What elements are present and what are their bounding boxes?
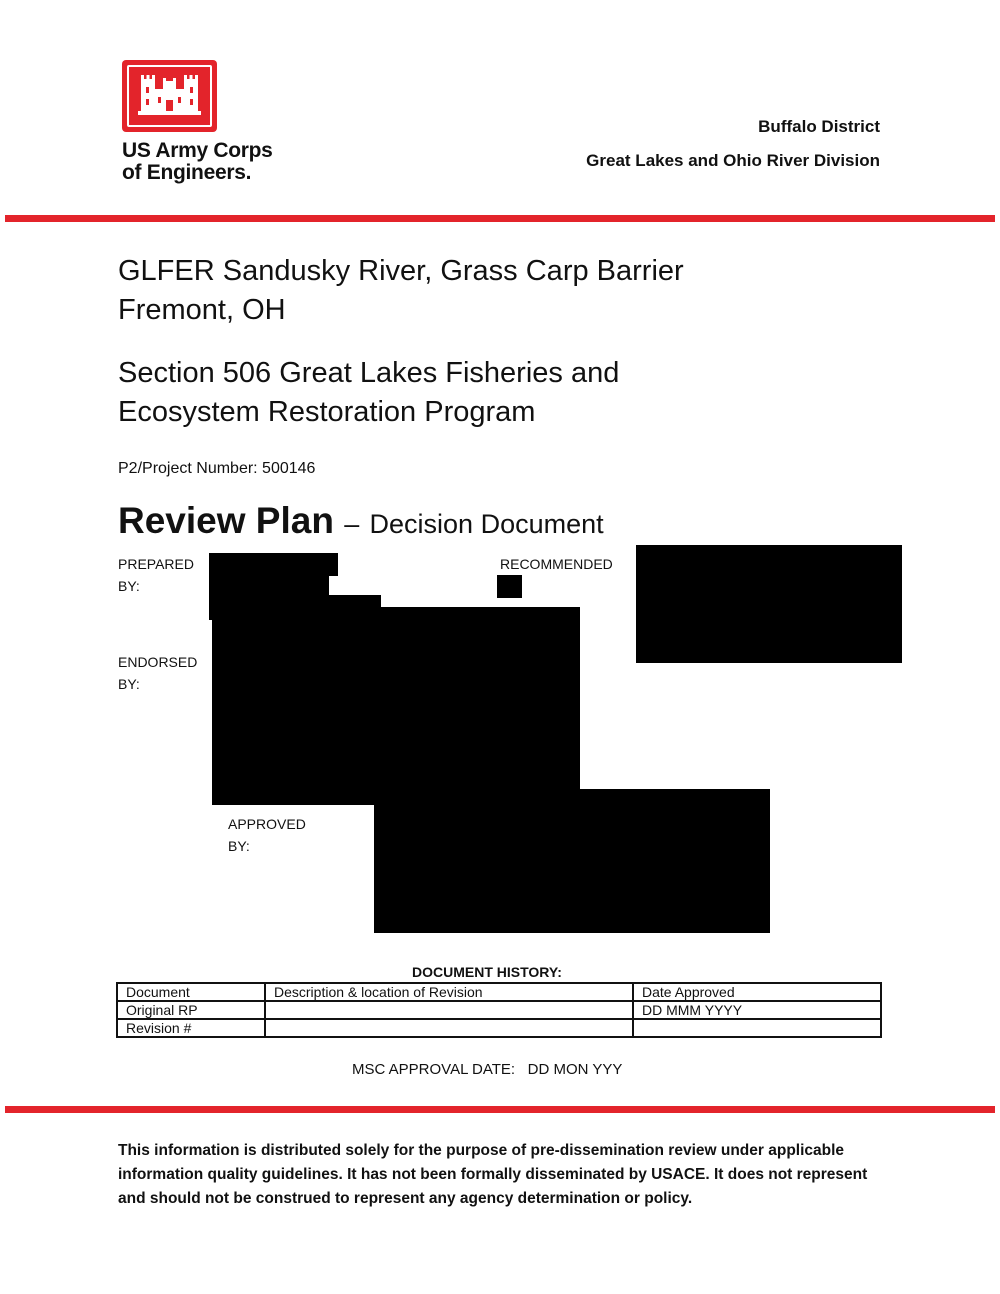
recommended-label: RECOMMENDED [500, 556, 613, 572]
doc-type-label: Review Plan [118, 500, 334, 541]
program-title-line-2: Ecosystem Restoration Program [118, 396, 536, 428]
msc-approval-date [352, 1061, 622, 1078]
table-cell [265, 1001, 633, 1019]
column-header: Description & location of Revision [265, 983, 633, 1001]
top-divider [5, 215, 995, 222]
bottom-divider [5, 1106, 995, 1113]
prepared-by-label [118, 553, 194, 597]
table-cell: DD MMM YYYY [633, 1001, 881, 1019]
endorsed-by-label [118, 651, 197, 695]
table-cell: Revision # [117, 1019, 265, 1037]
approved-label-l2: BY: [228, 838, 250, 854]
table-header-row [117, 983, 881, 1001]
document-type [118, 500, 604, 542]
redaction-block [636, 545, 902, 663]
agency-line-2: of Engineers. [122, 161, 252, 184]
table-cell [265, 1019, 633, 1037]
redaction-block [497, 575, 522, 598]
agency-line-1: US Army Corps [122, 139, 273, 162]
program-title-line-1: Section 506 Great Lakes Fisheries and [118, 357, 620, 389]
document-history-table [116, 982, 882, 1038]
project-title-line-2: Fremont, OH [118, 294, 286, 326]
agency-name [122, 140, 273, 184]
project-title-line-1: GLFER Sandusky River, Grass Carp Barrier [118, 255, 684, 287]
doc-type-dash: – [344, 509, 360, 539]
doc-subtype-label: Decision Document [369, 509, 604, 539]
table-row [117, 1001, 881, 1019]
district-name: Buffalo District [758, 117, 880, 136]
approved-label-l1: APPROVED [228, 816, 306, 832]
endorsed-label-l1: ENDORSED [118, 654, 198, 670]
column-header: Document [117, 983, 265, 1001]
msc-value: DD MON YYY [527, 1061, 623, 1078]
endorsed-label-l2: BY: [118, 676, 140, 692]
project-title [118, 252, 684, 330]
msc-label: MSC APPROVAL DATE: [352, 1061, 516, 1078]
document-history-title: DOCUMENT HISTORY: [412, 964, 562, 980]
disclaimer-text: This information is distributed solely for the purpose of pre-dissemination review under applicable information quality guidelines. It has not been formally disseminated by USACE. It does not represent and should not be construed to represent any agency determination or policy. [118, 1142, 868, 1207]
program-title [118, 354, 619, 432]
prepared-label-l1: PREPARED [118, 556, 194, 572]
approved-by-label [228, 813, 306, 857]
prepared-label-l2: BY: [118, 578, 140, 594]
column-header: Date Approved [633, 983, 881, 1001]
redaction-block [374, 789, 770, 933]
table-row [117, 1019, 881, 1037]
project-number: P2/Project Number: 500146 [118, 460, 316, 477]
usace-logo [122, 60, 217, 132]
division-name: Great Lakes and Ohio River Division [586, 151, 880, 170]
table-cell: Original RP [117, 1001, 265, 1019]
redaction-block [209, 553, 338, 576]
redaction-block [212, 607, 580, 805]
castle-icon [127, 65, 212, 127]
table-cell [633, 1019, 881, 1037]
